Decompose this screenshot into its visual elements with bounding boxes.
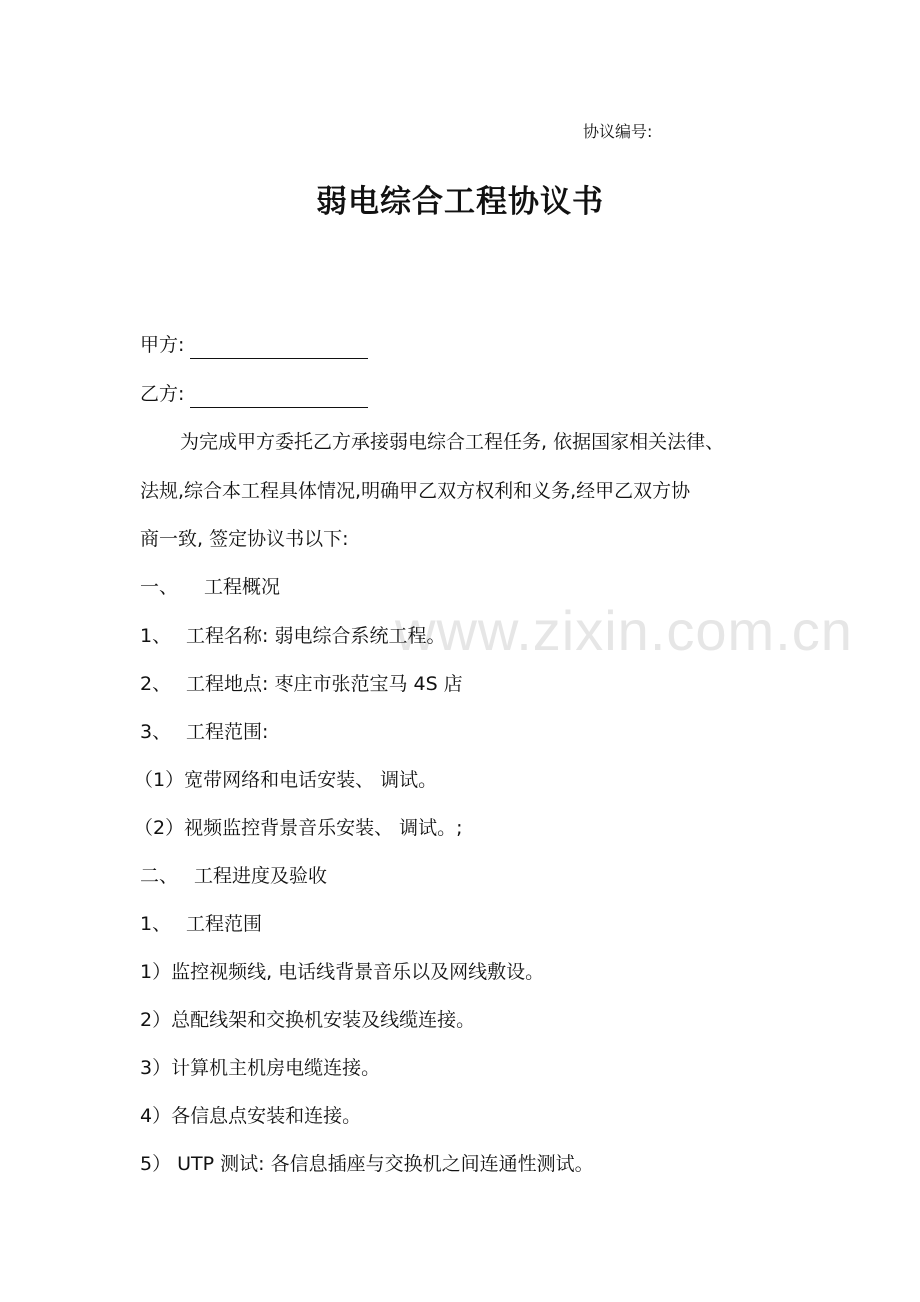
section1-title: 工程概况 [204, 576, 281, 598]
party-b-line [140, 380, 368, 408]
item-text: 工程地点: 枣庄市张范宝马 4S 店 [186, 673, 463, 695]
party-a-line [140, 331, 368, 359]
item-number: 2、 [140, 673, 172, 695]
section2-list-item: 3）计算机主机房电缆连接。 [140, 1057, 381, 1079]
section1-subitem-2: （2）视频监控背景音乐安装、 调试。; [134, 817, 463, 839]
item-number: 3、 [140, 721, 172, 743]
section2-heading [140, 862, 327, 890]
contract-number-label: 协议编号: [583, 122, 653, 141]
section2-item-1 [140, 910, 262, 938]
section2-list-item: 4）各信息点安装和连接。 [140, 1105, 362, 1127]
document-title: 弱电综合工程协议书 [316, 184, 604, 220]
item-number: 1、 [140, 625, 172, 647]
section1-item-1 [140, 622, 445, 650]
section2-title: 工程进度及验收 [194, 865, 328, 887]
party-b-label: 乙方: [140, 383, 185, 405]
item-text: 工程范围 [186, 913, 263, 935]
section2-list-item: 2）总配线架和交换机安装及线缆连接。 [140, 1009, 476, 1031]
section2-list-item: 1）监控视频线, 电话线背景音乐以及网线敷设。 [140, 961, 545, 983]
item-number: 1、 [140, 913, 172, 935]
intro-line-1: 为完成甲方委托乙方承接弱电综合工程任务, 依据国家相关法律、 [180, 431, 725, 453]
section2-number: 二、 [140, 865, 179, 887]
section1-item-3 [140, 718, 268, 746]
party-b-blank [190, 387, 368, 408]
section1-subitem-1: （1）宽带网络和电话安装、 调试。 [134, 769, 438, 791]
section2-list-item: 5） UTP 测试: 各信息插座与交换机之间连通性测试。 [140, 1153, 594, 1175]
watermark: www.zixin.com.cn [395, 599, 853, 662]
intro-line-3: 商一致, 签定协议书以下: [140, 528, 349, 550]
section1-heading [140, 573, 280, 601]
section1-item-2 [140, 670, 463, 698]
item-text: 工程范围: [186, 721, 269, 743]
party-a-label: 甲方: [140, 334, 185, 356]
item-text: 工程名称: 弱电综合系统工程。 [186, 625, 446, 647]
section1-number: 一、 [140, 576, 179, 598]
intro-line-2: 法规,综合本工程具体情况,明确甲乙双方权利和义务,经甲乙双方协 [140, 480, 691, 502]
party-a-blank [190, 338, 368, 359]
